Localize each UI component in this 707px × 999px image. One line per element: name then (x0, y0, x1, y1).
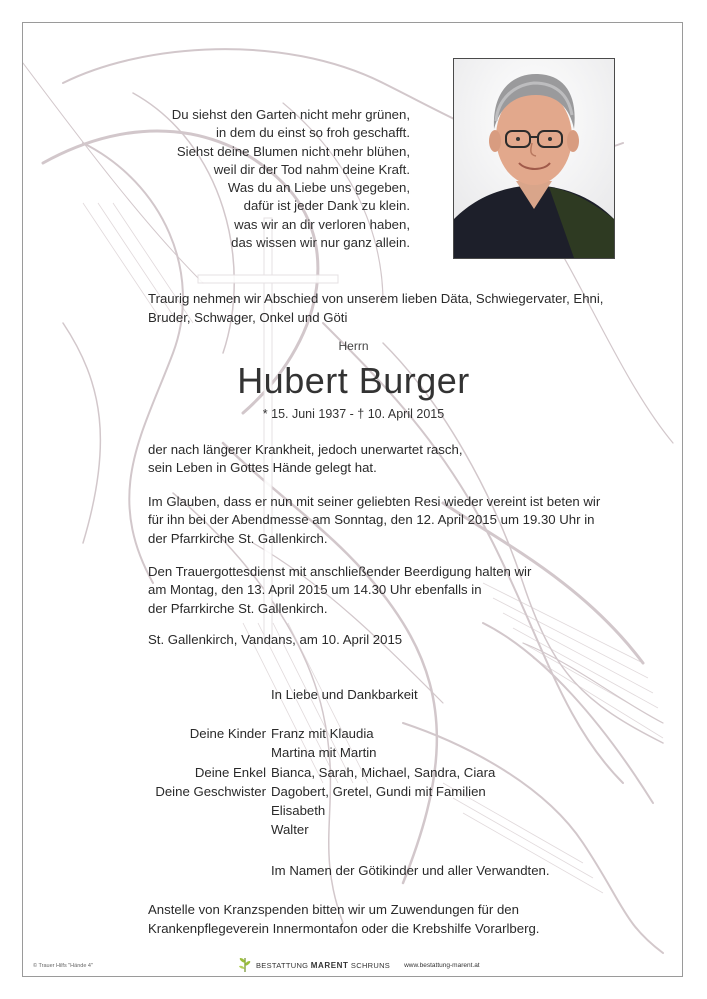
poem-line: dafür ist jeder Dank zu klein. (243, 198, 410, 214)
leaf-logo-icon (238, 957, 252, 973)
family-names: Franz mit Klaudia (271, 726, 374, 741)
family-relation: Deine Geschwister (155, 783, 266, 799)
family-row (23, 782, 683, 801)
on-behalf-line: Im Namen der Götikinder und aller Verwandten. (271, 863, 550, 878)
family-row (23, 763, 683, 782)
text-line: Krankenpflegeverein Innermontafon oder die Krebshilfe Vorarlberg. (148, 920, 540, 936)
family-list (23, 724, 683, 840)
poem-line: Was du an Liebe uns gegeben, (227, 180, 410, 196)
love-and-gratitude: In Liebe und Dankbarkeit (271, 687, 418, 702)
poem (90, 106, 410, 252)
family-names: Elisabeth (271, 803, 326, 819)
image-credit: © Trauer Hilfs "Hände 4" (33, 963, 93, 969)
text-line: für ihn bei der Abendmesse am Sonntag, den 12. April 2015 um 19.30 Uhr in (148, 512, 595, 528)
family-row (23, 743, 683, 762)
intro-text: Traurig nehmen wir Abschied von unserem lieben Däta, Schwiegervater, Ehni, Bruder, Schwager, Onkel und Göti (148, 291, 604, 325)
text-line: der nach längerer Krankheit, jedoch unerwartet rasch, (148, 442, 463, 457)
poem-line: das wissen wir nur ganz allein. (231, 235, 410, 251)
poem-line: Du siehst den Garten nicht mehr grünen, (171, 107, 410, 122)
family-names: Bianca, Sarah, Michael, Sandra, Ciara (271, 764, 496, 780)
poem-line: in dem du einst so froh geschafft. (215, 125, 410, 141)
brand-place: SCHRUNS (350, 960, 391, 970)
deceased-name: Hubert Burger (237, 360, 470, 401)
brand-name: MARENT (310, 960, 349, 970)
paragraph-funeral-service (148, 563, 638, 618)
family-row (23, 820, 683, 839)
text-line: Im Glauben, dass er nun mit seiner geliebten Resi wieder vereint ist beten wir (148, 494, 601, 509)
brand-prefix: BESTATTUNG (256, 960, 309, 970)
donation-request (148, 901, 638, 938)
text-line: der Pfarrkirche St. Gallenkirch. (148, 530, 328, 546)
family-relation: Deine Enkel (194, 764, 266, 780)
poem-line: was wir an dir verloren haben, (234, 216, 410, 232)
text-line: St. Gallenkirch, Vandans, am 10. April 2015 (148, 632, 403, 647)
family-names: Walter (271, 822, 309, 838)
text-line: Anstelle von Kranzspenden bitten wir um Zuwendungen für den (148, 902, 519, 917)
poem-line: weil dir der Tod nahm deine Kraft. (213, 161, 410, 177)
paragraph-passing (148, 441, 638, 478)
family-row (23, 724, 683, 743)
portrait-illustration (454, 59, 614, 258)
funeral-home-footer (238, 957, 480, 973)
text-line: der Pfarrkirche St. Gallenkirch. (148, 600, 328, 616)
obituary-card (22, 22, 683, 977)
text-line: Den Trauergottesdienst mit anschließender Beerdigung halten wir (148, 564, 532, 579)
family-relation: Deine Kinder (189, 726, 266, 741)
text-line: am Montag, den 13. April 2015 um 14.30 Uhr ebenfalls in (148, 582, 482, 598)
poem-line: Siehst deine Blumen nicht mehr blühen, (176, 143, 410, 159)
salutation: Herrn (338, 339, 369, 353)
funeral-home-url[interactable]: www.bestattung-marent.at (404, 961, 480, 969)
family-names: Martina mit Martin (271, 745, 377, 761)
funeral-home-name (256, 961, 390, 970)
text-line: sein Leben in Gottes Hände gelegt hat. (148, 460, 377, 476)
family-names: Dagobert, Gretel, Gundi mit Familien (271, 783, 486, 799)
place-and-date (148, 631, 638, 649)
life-dates: * 15. Juni 1937 - † 10. April 2015 (262, 407, 445, 421)
portrait-photo (453, 58, 615, 259)
family-row (23, 801, 683, 820)
paragraph-evening-mass (148, 493, 638, 548)
